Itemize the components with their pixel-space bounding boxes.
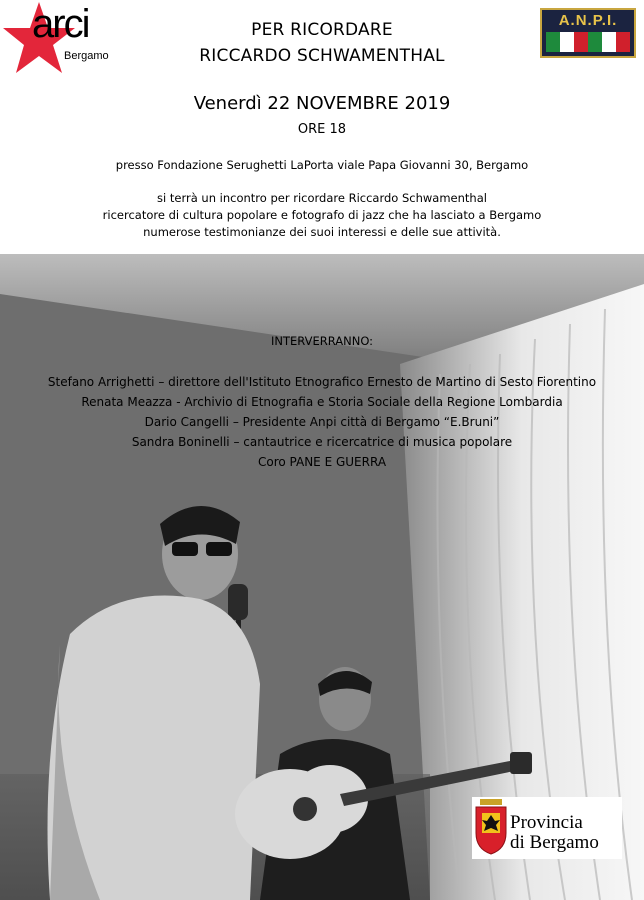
speaker-line: Dario Cangelli – Presidente Anpi città di Bergamo “E.Bruni” <box>144 415 500 429</box>
coat-of-arms-icon <box>474 799 508 855</box>
speaker-line: Stefano Arrighetti – direttore dell'Istituto Etnografico Ernesto de Martino di Sesto Fiorentino <box>47 375 597 389</box>
arci-subtitle: Bergamo <box>64 50 109 62</box>
provincia-line-2: di Bergamo <box>510 832 599 853</box>
speaker-line: Sandra Boninelli – cantautrice e ricercatrice di musica popolare <box>131 435 513 449</box>
title-line-2: RICCARDO SCHWAMENTHAL <box>199 46 445 66</box>
provincia-logo <box>472 797 622 859</box>
title-line-1: PER RICORDARE <box>251 20 393 40</box>
speaker-line: Coro PANE E GUERRA <box>257 455 387 469</box>
event-venue: presso Fondazione Serughetti LaPorta viale Papa Giovanni 30, Bergamo <box>115 158 529 172</box>
event-time: ORE 18 <box>297 122 347 137</box>
speaker-line: Renata Meazza - Archivio di Etnografia e Storia Sociale della Regione Lombardia <box>81 395 563 409</box>
provincia-line-1: Provincia <box>510 812 583 833</box>
arci-wordmark: arci <box>32 2 89 46</box>
speakers-list <box>0 372 644 472</box>
event-description <box>0 190 644 241</box>
description-line: ricercatore di cultura popolare e fotografo di jazz che ha lasciato a Bergamo <box>102 208 542 222</box>
event-date: Venerdì 22 NOVEMBRE 2019 <box>193 93 451 114</box>
anpi-wordmark: A.N.P.I. <box>558 12 618 29</box>
description-line: si terrà un incontro per ricordare Riccardo Schwamenthal <box>157 191 487 205</box>
speakers-heading: INTERVERRANNO: <box>270 334 374 348</box>
provincia-wordmark <box>510 813 599 853</box>
description-line: numerose testimonianze dei suoi interessi e delle sue attività. <box>143 225 501 239</box>
